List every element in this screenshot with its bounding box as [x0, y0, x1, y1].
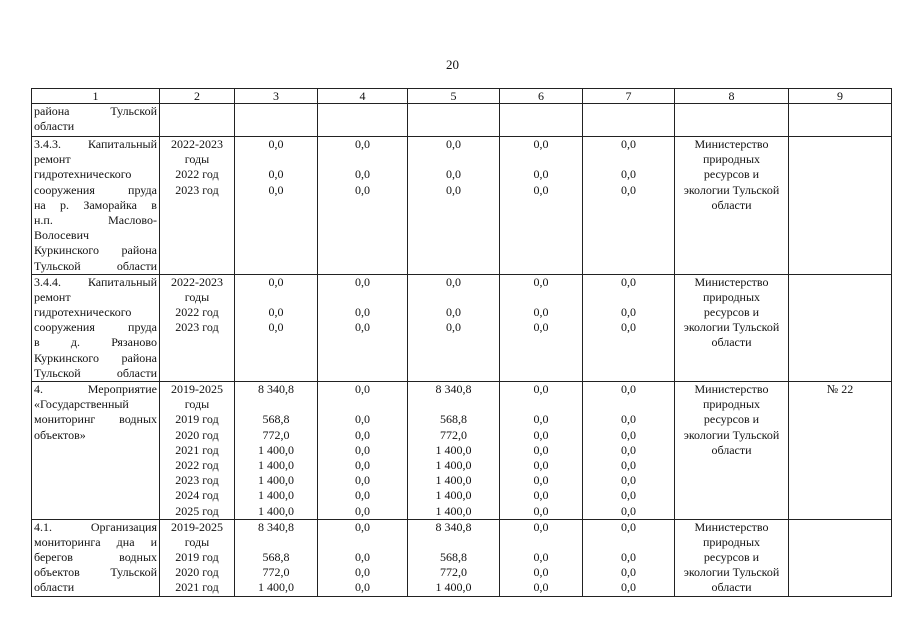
amount-value [237, 290, 315, 305]
activity-name-line: Куркинского района [34, 350, 157, 365]
indicator-reference [791, 275, 889, 290]
column-number: 3 [235, 89, 318, 104]
amount-value: 0,0 [621, 503, 636, 518]
amount-value: 8 340,8 [435, 382, 472, 396]
amount-value: 0,0 [268, 167, 284, 182]
executor-line: ресурсов и [703, 305, 760, 320]
program-table [31, 88, 892, 597]
period-value: 2022-2023 [171, 274, 223, 289]
table-row [32, 519, 892, 596]
period-value: 2020 год [175, 427, 219, 442]
amount-value: 1 400,0 [258, 473, 294, 488]
period-value: 2021 год [175, 580, 219, 595]
amount-value: 0,0 [355, 442, 370, 457]
indicator-cell [789, 382, 892, 520]
table-row [32, 137, 892, 275]
indicator-reference: № 22 [826, 382, 854, 396]
activity-name-line: Тульской области [34, 258, 157, 273]
amount-cell [500, 104, 583, 137]
amount-value: 0,0 [355, 305, 370, 320]
amount-value: 0,0 [533, 412, 549, 427]
amount-cell [235, 274, 318, 381]
indicator-cell [789, 137, 892, 275]
amount-value: 1 400,0 [258, 580, 294, 595]
executor-cell [675, 137, 789, 275]
period-value: 2019-2025 [171, 519, 223, 534]
amount-value: 0,0 [355, 580, 370, 595]
executor-line: экологии Тульской [683, 427, 780, 442]
period-value: 2019 год [175, 550, 219, 565]
amount-value: 0,0 [533, 305, 549, 320]
amount-cell [583, 104, 675, 137]
amount-value: 1 400,0 [435, 580, 472, 595]
amount-cell [500, 519, 583, 596]
amount-value: 0,0 [621, 412, 636, 427]
amount-value: 772,0 [262, 427, 290, 442]
amount-value: 1 400,0 [435, 473, 472, 488]
amount-value: 0,0 [533, 519, 549, 534]
amount-cell [318, 519, 408, 596]
amount-value: 0,0 [446, 274, 461, 289]
amount-cell [235, 137, 318, 275]
amount-value: 0,0 [355, 565, 370, 580]
period-value: 2022-2023 [171, 137, 223, 151]
amount-value: 1 400,0 [435, 488, 472, 503]
activity-name-line: берегов водных [34, 550, 157, 565]
activity-name-cell [32, 274, 160, 381]
amount-value: 0,0 [268, 305, 284, 320]
amount-value: 1 400,0 [435, 503, 472, 518]
activity-name-line: области [34, 580, 75, 595]
indicator-cell [789, 274, 892, 381]
amount-value: 0,0 [268, 274, 284, 289]
amount-value [237, 535, 315, 550]
indicator-cell [789, 104, 892, 137]
amount-value: 0,0 [355, 382, 370, 396]
activity-name-line: района Тульской [34, 104, 157, 118]
amount-value: 0,0 [355, 167, 370, 182]
amount-value: 0,0 [355, 137, 370, 151]
period-value: годы [184, 152, 210, 167]
amount-value: 0,0 [533, 580, 549, 595]
amount-value: 0,0 [355, 457, 370, 472]
activity-name-line: сооружения пруда [34, 320, 157, 335]
amount-value: 0,0 [533, 442, 549, 457]
amount-cell [408, 274, 500, 381]
executor-line: Министерство [694, 137, 769, 151]
executor-line: ресурсов и [703, 412, 760, 427]
amount-value: 0,0 [621, 442, 636, 457]
amount-value: 0,0 [533, 473, 549, 488]
activity-name-line: ремонт [34, 289, 71, 304]
activity-name-line: Волосевич [34, 228, 90, 243]
activity-name-line: объектов» [34, 427, 86, 442]
amount-value: 0,0 [533, 167, 549, 182]
amount-value: 772,0 [440, 427, 467, 442]
amount-value: 1 400,0 [435, 442, 472, 457]
period-value: 2024 год [175, 488, 219, 503]
amount-cell [500, 382, 583, 520]
period-value: 2022 год [175, 305, 219, 320]
amount-value [320, 535, 405, 550]
amount-value: 0,0 [268, 182, 284, 197]
activity-name-line: Куркинского района [34, 243, 157, 258]
period-value: 2025 год [175, 503, 219, 518]
amount-value: 0,0 [355, 427, 370, 442]
activity-name-line: сооружения пруда [34, 182, 157, 197]
column-number: 9 [789, 89, 892, 104]
amount-value: 0,0 [355, 550, 370, 565]
amount-value: 0,0 [621, 274, 636, 289]
amount-cell [235, 519, 318, 596]
activity-name-cell [32, 382, 160, 520]
activity-name-cell [32, 104, 160, 137]
activity-name-line: 4.1. Организация [34, 519, 157, 534]
amount-value [320, 152, 405, 167]
period-value: 2020 год [175, 565, 219, 580]
activity-name-line: гидротехнического [34, 167, 132, 182]
amount-value: 0,0 [446, 182, 461, 197]
amount-value: 0,0 [355, 320, 370, 335]
amount-cell [318, 104, 408, 137]
amount-value: 772,0 [440, 565, 467, 580]
table-row [32, 274, 892, 381]
period-cell [160, 519, 235, 596]
period-value: 2023 год [175, 320, 219, 335]
amount-value: 0,0 [621, 550, 636, 565]
executor-line: области [711, 580, 752, 595]
amount-value: 8 340,8 [258, 519, 294, 534]
executor-cell [675, 274, 789, 381]
executor-line: области [711, 335, 752, 350]
activity-name-cell [32, 519, 160, 596]
amount-value [410, 290, 497, 305]
column-number: 1 [32, 89, 160, 104]
amount-cell [500, 274, 583, 381]
executor-line: природных [702, 534, 761, 549]
amount-value: 0,0 [533, 137, 549, 151]
activity-name-line: на р. Заморайка в [34, 197, 157, 212]
amount-value: 772,0 [262, 565, 290, 580]
executor-line: природных [702, 289, 761, 304]
amount-value: 0,0 [446, 137, 461, 151]
activity-name-line: 3.4.3. Капитальный [34, 137, 157, 151]
amount-value [585, 152, 672, 167]
amount-value [320, 397, 405, 412]
activity-name-line: н.п. Маслово- [34, 212, 157, 227]
period-value: 2021 год [175, 442, 219, 457]
amount-value: 0,0 [621, 137, 636, 151]
amount-cell [500, 137, 583, 275]
period-value: годы [184, 534, 210, 549]
amount-value [320, 290, 405, 305]
activity-name-line: «Государственный [34, 397, 129, 412]
amount-value: 0,0 [533, 182, 549, 197]
page-number: 20 [446, 57, 459, 72]
amount-value: 0,0 [533, 488, 549, 503]
amount-value: 0,0 [533, 320, 549, 335]
amount-value: 0,0 [355, 503, 370, 518]
executor-line: ресурсов и [703, 167, 760, 182]
activity-name-line: 4. Мероприятие [34, 382, 157, 396]
table-row [32, 104, 892, 137]
period-cell [160, 382, 235, 520]
column-number: 6 [500, 89, 583, 104]
amount-value: 0,0 [621, 182, 636, 197]
activity-name-line: мониторинга дна и [34, 534, 157, 549]
amount-value: 0,0 [621, 457, 636, 472]
period-cell [160, 137, 235, 275]
period-value: 2023 год [175, 473, 219, 488]
activity-name-line: объектов Тульской [34, 565, 157, 580]
amount-value: 0,0 [621, 519, 636, 534]
period-cell [160, 104, 235, 137]
amount-value: 0,0 [621, 473, 636, 488]
amount-value: 0,0 [533, 274, 549, 289]
amount-value: 0,0 [533, 382, 549, 396]
executor-line: Министерство [694, 519, 769, 534]
executor-line: природных [702, 397, 761, 412]
amount-value: 0,0 [446, 320, 461, 335]
activity-name-cell [32, 137, 160, 275]
amount-value: 0,0 [621, 305, 636, 320]
amount-cell [318, 274, 408, 381]
executor-line: Министерство [694, 382, 769, 396]
amount-value: 0,0 [621, 488, 636, 503]
column-number: 5 [408, 89, 500, 104]
executor-cell [675, 519, 789, 596]
amount-value: 0,0 [355, 473, 370, 488]
amount-value: 0,0 [533, 457, 549, 472]
column-number-header-row [32, 89, 892, 104]
amount-value [410, 535, 497, 550]
table-body [32, 104, 892, 597]
column-number: 4 [318, 89, 408, 104]
amount-value: 0,0 [621, 565, 636, 580]
period-value: 2019 год [175, 412, 219, 427]
executor-line: области [711, 197, 752, 212]
amount-cell [408, 137, 500, 275]
amount-value: 568,8 [262, 412, 290, 427]
activity-name-line: 3.4.4. Капитальный [34, 274, 157, 289]
amount-value [502, 152, 580, 167]
amount-cell [583, 519, 675, 596]
amount-cell [318, 382, 408, 520]
amount-value: 0,0 [268, 320, 284, 335]
amount-value: 1 400,0 [258, 488, 294, 503]
period-value: годы [184, 397, 210, 412]
period-value: 2019-2025 [171, 382, 223, 396]
amount-value [410, 397, 497, 412]
amount-value [585, 290, 672, 305]
executor-line: экологии Тульской [683, 565, 780, 580]
period-value: 2022 год [175, 167, 219, 182]
amount-value [237, 152, 315, 167]
amount-value: 1 400,0 [258, 503, 294, 518]
amount-value: 0,0 [533, 427, 549, 442]
activity-name-line: области [34, 119, 75, 134]
activity-name-line: мониторинг водных [34, 412, 157, 427]
amount-value: 0,0 [621, 167, 636, 182]
period-cell [160, 274, 235, 381]
executor-line: ресурсов и [703, 550, 760, 565]
amount-value: 1 400,0 [258, 442, 294, 457]
amount-value: 8 340,8 [435, 519, 472, 534]
amount-value: 0,0 [533, 565, 549, 580]
activity-name-line: в д. Рязаново [34, 335, 157, 350]
amount-value [237, 397, 315, 412]
amount-cell [235, 382, 318, 520]
amount-value: 0,0 [446, 305, 461, 320]
column-number: 2 [160, 89, 235, 104]
period-value: 2023 год [175, 182, 219, 197]
amount-value: 0,0 [533, 550, 549, 565]
executor-cell [675, 104, 789, 137]
executor-line: природных [702, 152, 761, 167]
amount-value: 1 400,0 [258, 457, 294, 472]
column-number: 8 [675, 89, 789, 104]
activity-name-line: гидротехнического [34, 305, 132, 320]
activity-name-line: ремонт [34, 152, 71, 167]
amount-value [502, 397, 580, 412]
indicator-reference [791, 104, 889, 119]
amount-value [502, 290, 580, 305]
amount-value: 0,0 [621, 320, 636, 335]
executor-line: Министерство [694, 274, 769, 289]
amount-cell [408, 519, 500, 596]
executor-line: области [711, 442, 752, 457]
amount-value: 0,0 [621, 580, 636, 595]
amount-cell [583, 137, 675, 275]
amount-value: 568,8 [440, 550, 467, 565]
amount-value: 0,0 [355, 519, 370, 534]
table-row [32, 382, 892, 520]
indicator-cell [789, 519, 892, 596]
amount-value: 0,0 [446, 167, 461, 182]
period-value: годы [184, 289, 210, 304]
executor-cell [675, 382, 789, 520]
column-number: 7 [583, 89, 675, 104]
amount-cell [583, 382, 675, 520]
amount-value: 0,0 [355, 274, 370, 289]
amount-value: 0,0 [355, 488, 370, 503]
period-value: 2022 год [175, 457, 219, 472]
amount-value: 0,0 [268, 137, 284, 151]
amount-value: 8 340,8 [258, 382, 294, 396]
activity-name-line: Тульской области [34, 365, 157, 380]
indicator-reference [791, 137, 889, 152]
amount-cell [408, 104, 500, 137]
amount-value: 0,0 [621, 427, 636, 442]
amount-value: 0,0 [533, 503, 549, 518]
executor-line: экологии Тульской [683, 320, 780, 335]
amount-value [585, 397, 672, 412]
amount-value: 568,8 [440, 412, 467, 427]
amount-cell [408, 382, 500, 520]
amount-value: 0,0 [621, 382, 636, 396]
amount-value [585, 535, 672, 550]
amount-value: 1 400,0 [435, 457, 472, 472]
amount-cell [235, 104, 318, 137]
amount-value [410, 152, 497, 167]
amount-cell [318, 137, 408, 275]
executor-line: экологии Тульской [683, 182, 780, 197]
amount-value [502, 535, 580, 550]
amount-value: 568,8 [262, 550, 290, 565]
amount-value: 0,0 [355, 182, 370, 197]
amount-value: 0,0 [355, 412, 370, 427]
indicator-reference [791, 520, 889, 535]
amount-cell [583, 274, 675, 381]
